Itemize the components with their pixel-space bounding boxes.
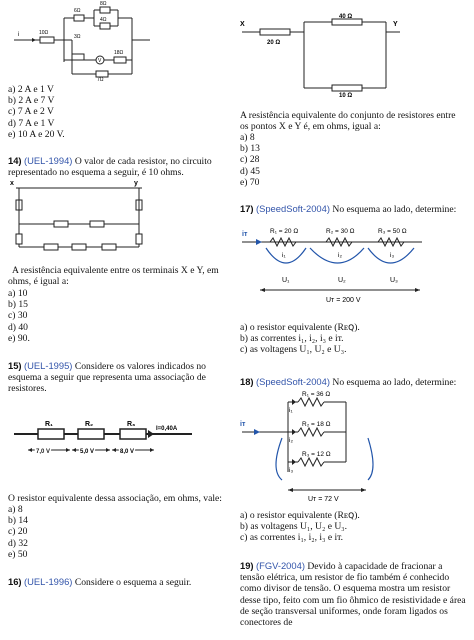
q14-text: O valor de cada resistor, no circuito representado no esquema a seguir, é 10 ohms. [8, 156, 212, 179]
q13-circuit-diagram [12, 2, 152, 82]
svg-text:7,0 V: 7,0 V [36, 449, 51, 455]
q15-statement [8, 360, 230, 395]
q18-number: 18) [240, 376, 254, 387]
q14-statement [8, 155, 230, 178]
svg-text:iт: iт [240, 421, 246, 428]
q14-source: (UEL-1994) [23, 155, 73, 166]
svg-text:20 Ω: 20 Ω [267, 40, 281, 46]
svg-text:R₃ = 12 Ω: R₃ = 12 Ω [302, 451, 331, 458]
svg-text:R₃ = 50 Ω: R₃ = 50 Ω [378, 228, 407, 235]
q18-item-a: a) o resistor equivalente (Rᴇꞯ). [240, 510, 360, 521]
q14-circuit-diagram [10, 180, 150, 255]
q13-option-b[interactable]: b) 2 A e 7 V [8, 95, 55, 107]
q16-number: 16) [8, 576, 22, 587]
q15-circuit-diagram [14, 420, 194, 460]
svg-text:40 Ω: 40 Ω [339, 14, 353, 20]
q13-meter: V [98, 58, 102, 64]
q16-option-d[interactable]: d) 45 [240, 165, 260, 177]
q16-option-c[interactable]: c) 28 [240, 154, 260, 166]
svg-text:4Ω: 4Ω [100, 17, 107, 23]
svg-text:8,0 V: 8,0 V [120, 449, 135, 455]
svg-text:i₁: i₁ [282, 252, 286, 259]
svg-text:R₁ = 20 Ω: R₁ = 20 Ω [270, 228, 299, 235]
svg-text:8Ω: 8Ω [100, 1, 107, 7]
svg-text:R₁: R₁ [45, 421, 53, 428]
q17-number: 17) [240, 203, 254, 214]
q17-item-b: b) as correntes i₁, i₂, i₃ e iт. [240, 333, 344, 345]
q19-text: Devido à capacidade de fracionar a tensão elétrica, um resistor de fio também é conhecido como divisor de tensão. O esquema mostra um resistor desse tipo, feito com um fio ôhmico de resistividade e área de seção transversal uniformes, onde foram ligados os conectores de [240, 561, 466, 629]
q15-question: O resistor equivalente dessa associação, em ohms, vale: [8, 493, 222, 504]
svg-text:I=0,40A: I=0,40A [156, 426, 178, 432]
svg-text:iт: iт [242, 231, 248, 238]
q18-item-b: b) as voltagens U₁, U₂ e U₃. [240, 521, 348, 533]
q16-option-b[interactable]: b) 13 [240, 143, 260, 155]
q15-option-b[interactable]: b) 14 [8, 515, 28, 527]
svg-text:R₂ = 18 Ω: R₂ = 18 Ω [302, 421, 331, 428]
svg-text:R₃: R₃ [127, 421, 136, 428]
q18-statement [240, 376, 466, 388]
svg-text:x: x [10, 180, 14, 187]
svg-text:Uт = 72 V: Uт = 72 V [308, 496, 339, 503]
svg-text:7Ω: 7Ω [97, 77, 104, 83]
svg-text:i₃: i₃ [390, 252, 395, 259]
q14-options [8, 288, 208, 344]
q14-question: A resistência equivalente entre os terminais X e Y, em ohms, é igual a: [8, 265, 219, 288]
q14-option-e[interactable]: e) 90. [8, 332, 30, 344]
q15-option-e[interactable]: e) 50 [8, 548, 28, 560]
svg-text:Uт = 200 V: Uт = 200 V [326, 297, 361, 304]
svg-text:i₁: i₁ [289, 407, 293, 414]
q16-option-a[interactable]: a) 8 [240, 132, 255, 143]
svg-text:i₂: i₂ [289, 437, 293, 444]
q15-option-d[interactable]: d) 32 [8, 537, 28, 549]
svg-text:U₂: U₂ [338, 277, 346, 284]
svg-text:6Ω: 6Ω [74, 8, 81, 14]
svg-text:R₂: R₂ [85, 421, 94, 428]
q15-text: Considere os valores indicados no esquema a seguir que representa uma associação de resistores. [8, 361, 206, 395]
q14-option-c[interactable]: c) 30 [8, 310, 28, 322]
svg-text:10Ω: 10Ω [39, 30, 49, 36]
q14-option-d[interactable]: d) 40 [8, 321, 28, 333]
q19-number: 19) [240, 560, 254, 571]
q16-options [240, 132, 440, 188]
q16-text: Considere o esquema a seguir. [74, 577, 192, 588]
svg-text:R₁ = 36 Ω: R₁ = 36 Ω [302, 391, 331, 398]
q14-option-b[interactable]: b) 15 [8, 299, 28, 311]
svg-text:U₃: U₃ [390, 277, 398, 284]
q17-source: (SpeedSoft-2004) [255, 203, 330, 214]
q15-number: 15) [8, 360, 22, 371]
svg-text:y: y [134, 180, 138, 187]
q13-option-e[interactable]: e) 10 A e 20 V. [8, 128, 65, 140]
q13-current-label: i [18, 32, 20, 38]
q13-options [8, 84, 228, 140]
svg-text:i₂: i₂ [338, 252, 342, 259]
q15-options [8, 504, 208, 560]
q15-option-a[interactable]: a) 8 [8, 504, 23, 515]
q14-number: 14) [8, 155, 22, 166]
svg-text:3Ω: 3Ω [74, 34, 81, 40]
q18-item-c: c) as correntes i₁, i₂, i₃ e iт. [240, 532, 344, 544]
q17-circuit-diagram [240, 222, 440, 312]
svg-text:10 Ω: 10 Ω [339, 93, 353, 99]
q16-source: (UEL-1996) [23, 576, 73, 587]
q17-item-c: c) as voltagens U₁, U₂ e U₃. [240, 344, 347, 356]
q16-circuit-diagram [240, 14, 440, 99]
q16-option-e[interactable]: e) 70 [240, 176, 260, 188]
svg-text:U₁: U₁ [282, 277, 290, 284]
q16-statement [8, 576, 232, 588]
q18-circuit-diagram [240, 390, 440, 505]
q17-statement [240, 203, 466, 215]
q19-statement [240, 560, 466, 628]
svg-text:R₂ = 30 Ω: R₂ = 30 Ω [326, 228, 355, 235]
q17-item-a: a) o resistor equivalente (Rᴇꞯ). [240, 322, 360, 333]
q18-options [240, 510, 466, 544]
q15-option-c[interactable]: c) 20 [8, 526, 28, 538]
q13-option-c[interactable]: c) 7 A e 2 V [8, 106, 54, 118]
q17-text: No esquema ao lado, determine: [332, 204, 457, 215]
q13-option-d[interactable]: d) 7 A e 1 V [8, 117, 55, 129]
svg-text:X: X [240, 21, 245, 28]
q13-option-a[interactable]: a) 2 A e 1 V [8, 84, 54, 95]
q16-question: A resistência equivalente do conjunto de resistores entre os pontos X e Y é, em ohms, igual a: [240, 110, 456, 133]
q19-source: (FGV-2004) [255, 560, 305, 571]
svg-text:18Ω: 18Ω [114, 50, 124, 56]
q18-source: (SpeedSoft-2004) [255, 376, 330, 387]
svg-text:5,0 V: 5,0 V [80, 449, 95, 455]
q17-options [240, 322, 466, 356]
q15-source: (UEL-1995) [23, 360, 73, 371]
svg-text:Y: Y [393, 21, 398, 28]
q18-text: No esquema ao lado, determine: [332, 377, 457, 388]
svg-text:i₃: i₃ [289, 467, 294, 474]
q14-option-a[interactable]: a) 10 [8, 288, 28, 299]
